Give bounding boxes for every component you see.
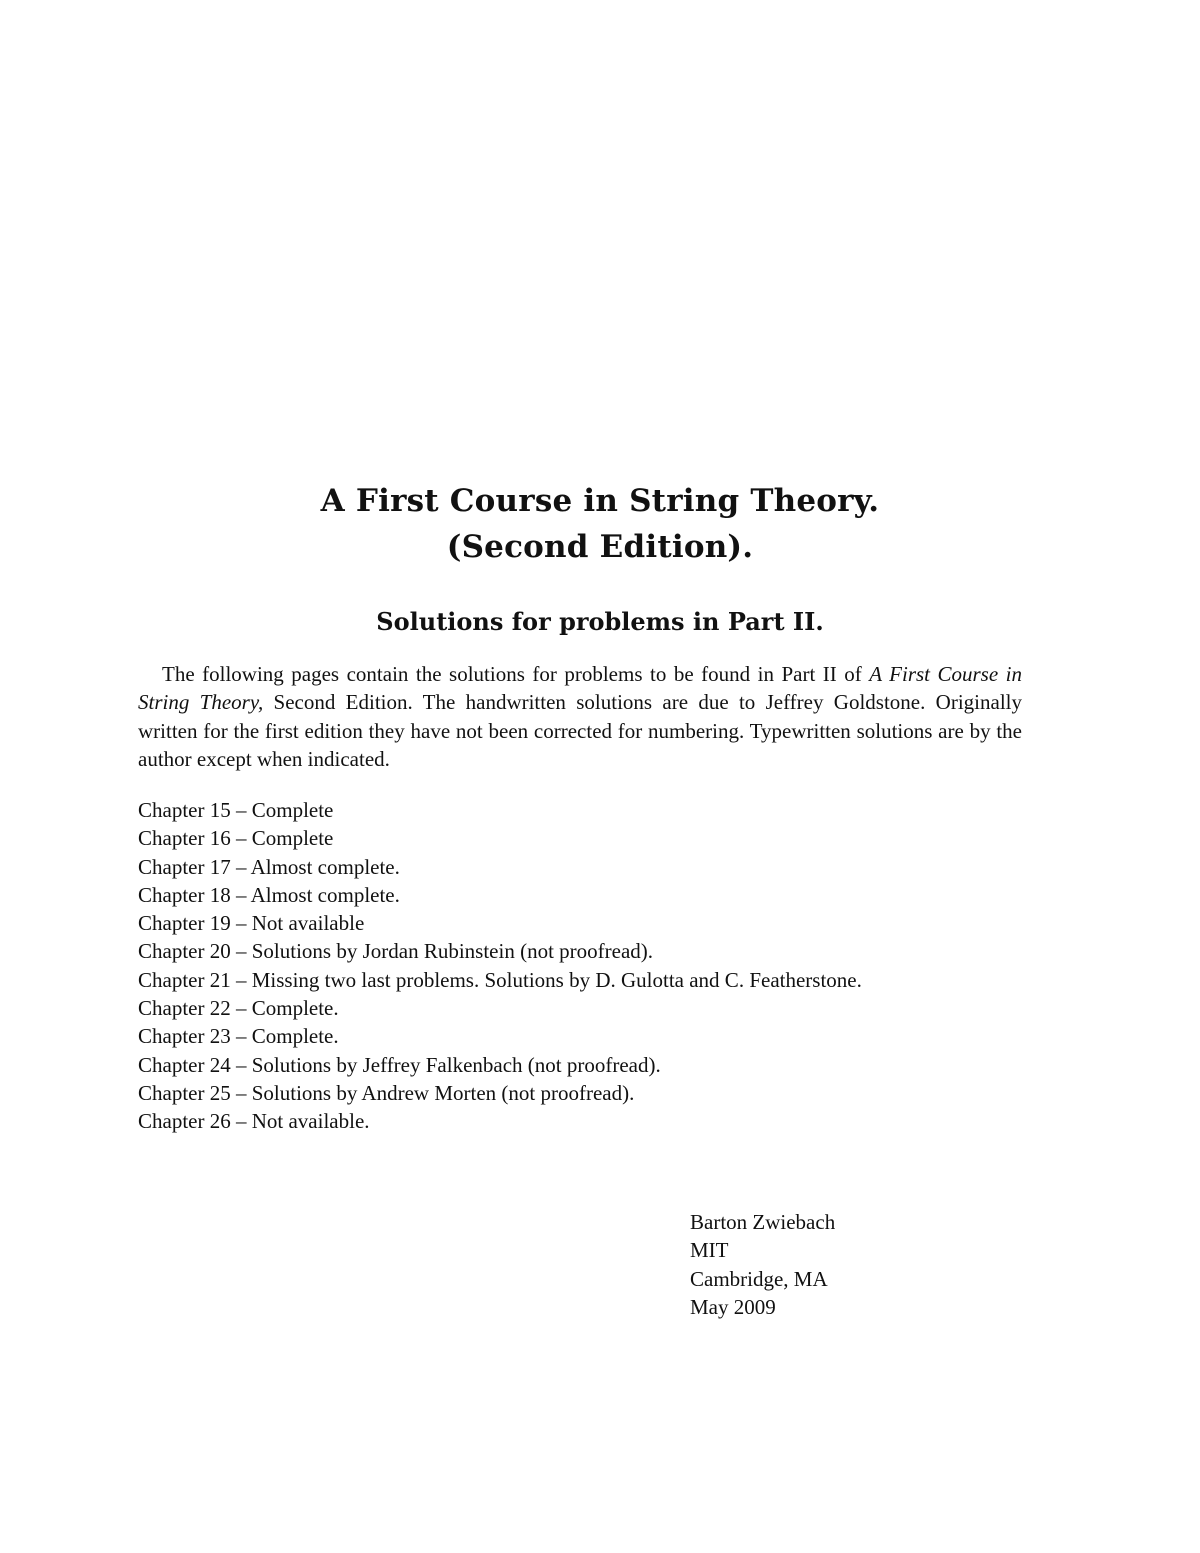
intro-book-title: A First Course in String Theory, [138, 662, 1023, 715]
list-item: Chapter 24 – Solutions by Jeffrey Falkenbach (not proofread). [138, 1052, 661, 1077]
list-item: Chapter 16 – Complete [138, 826, 334, 851]
list-item: Chapter 18 – Almost complete. [138, 882, 400, 907]
intro-paragraph [138, 660, 1022, 773]
title-block [0, 478, 1200, 570]
list-item: Chapter 15 – Complete [138, 798, 334, 822]
signature-block [690, 1208, 835, 1321]
author-location: Cambridge, MA [690, 1266, 828, 1291]
chapter-status-list [138, 796, 862, 1136]
book-title: A First Course in String Theory. [320, 483, 880, 519]
list-item: Chapter 21 – Missing two last problems. Solutions by D. Gulotta and C. Featherstone. [138, 967, 862, 992]
intro-text-end: Second Edition. The handwritten solutions are due to Jeffrey Goldstone. Originally written for the first edition they have not been corrected for numbering. Typewritten solutions are by the author except when indicated. [138, 690, 1022, 771]
list-item: Chapter 25 – Solutions by Andrew Morten (not proofread). [138, 1080, 635, 1105]
list-item: Chapter 17 – Almost complete. [138, 854, 400, 879]
list-item: Chapter 23 – Complete. [138, 1024, 339, 1049]
intro-text-start: The following pages contain the solutions for problems to be found in Part II of [162, 662, 870, 686]
list-item: Chapter 22 – Complete. [138, 996, 339, 1021]
document-date: May 2009 [690, 1294, 776, 1319]
list-item: Chapter 20 – Solutions by Jordan Rubinstein (not proofread). [138, 939, 654, 964]
author-institution: MIT [690, 1238, 729, 1263]
list-item: Chapter 19 – Not available [138, 911, 365, 936]
author-name: Barton Zwiebach [690, 1210, 836, 1234]
list-item: Chapter 26 – Not available. [138, 1109, 370, 1134]
edition-title: (Second Edition). [446, 529, 754, 565]
subtitle: Solutions for problems in Part II. [376, 607, 824, 636]
